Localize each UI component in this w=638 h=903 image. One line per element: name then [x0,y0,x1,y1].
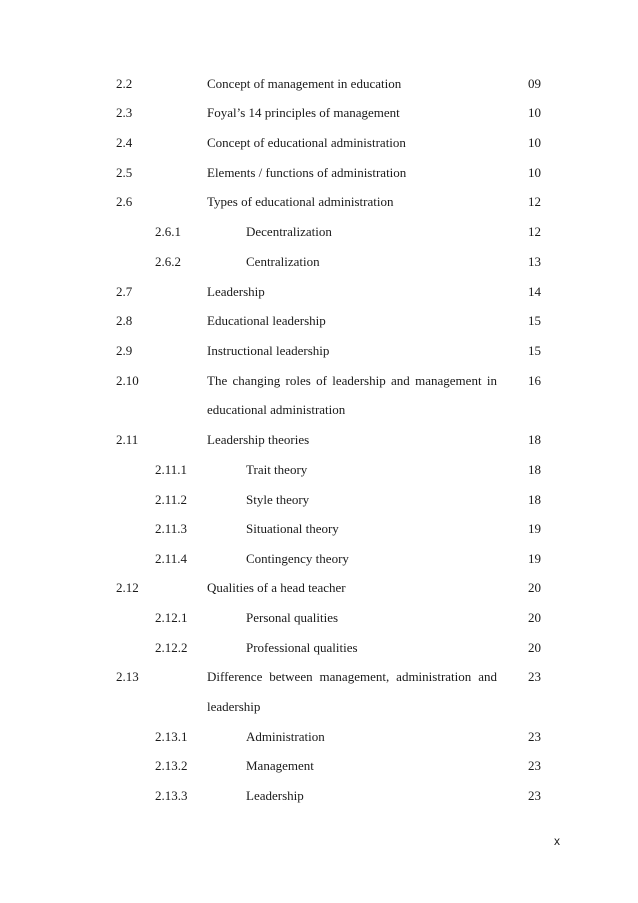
page-reference: 19 [528,551,541,566]
section-number: 2.12.2 [155,640,188,655]
section-title: Types of educational administration [207,194,394,209]
page-reference: 23 [528,669,541,684]
page-reference: 15 [528,343,541,358]
section-number: 2.4 [116,135,133,150]
section-number: 2.3 [116,105,133,120]
page-reference: 14 [528,284,541,299]
toc-subentry [0,461,638,479]
section-title-continuation: educational administration [207,402,346,417]
section-number: 2.6.2 [155,254,181,269]
toc-entry [0,134,638,152]
section-title: Leadership [207,284,265,299]
section-title: Personal qualities [246,610,339,625]
section-title: Educational leadership [207,313,326,328]
section-number: 2.6.1 [155,224,181,239]
section-number: 2.12.1 [155,610,188,625]
page-reference: 10 [528,105,541,120]
section-title: Decentralization [246,224,332,239]
page-reference: 18 [528,432,541,447]
toc-entry-continuation [0,698,638,716]
section-number: 2.11.1 [155,462,188,477]
page-reference: 13 [528,254,541,269]
section-number: 2.13 [116,669,139,684]
section-number: 2.8 [116,313,133,328]
page-reference: 12 [528,224,541,239]
toc-entry [0,283,638,301]
section-number: 2.6 [116,194,133,209]
section-number: 2.11.2 [155,492,188,507]
page-reference: 23 [528,729,541,744]
toc-subentry [0,609,638,627]
section-title-continuation: leadership [207,699,261,714]
toc-subentry [0,787,638,805]
section-title: The changing roles of leadership and management in [207,373,497,388]
toc-entry-continuation [0,401,638,419]
section-title: Administration [246,729,325,744]
section-title: Difference between management, administration and [207,669,497,684]
page-reference: 18 [528,462,541,477]
section-title: Trait theory [246,462,308,477]
page-number: x [554,834,560,848]
section-number: 2.11.3 [155,521,188,536]
section-title: Foyal’s 14 principles of management [207,105,400,120]
section-number: 2.10 [116,373,139,388]
section-number: 2.12 [116,580,139,595]
toc-entry [0,342,638,360]
page-reference: 23 [528,788,541,803]
toc-subentry [0,491,638,509]
section-number: 2.13.2 [155,758,188,773]
toc-subentry [0,639,638,657]
toc-entry [0,75,638,93]
section-number: 2.13.3 [155,788,188,803]
section-title: Contingency theory [246,551,349,566]
section-title: Situational theory [246,521,339,536]
section-title: Concept of management in education [207,76,402,91]
section-number: 2.2 [116,76,133,91]
toc-entry [0,104,638,122]
section-title: Management [246,758,314,773]
page-reference: 23 [528,758,541,773]
section-number: 2.7 [116,284,133,299]
page-reference: 19 [528,521,541,536]
page-reference: 20 [528,610,541,625]
section-title: Leadership theories [207,432,310,447]
section-title: Concept of educational administration [207,135,406,150]
section-number: 2.11 [116,432,139,447]
toc-subentry [0,550,638,568]
section-title: Centralization [246,254,320,269]
page-reference: 15 [528,313,541,328]
toc-entry [0,164,638,182]
toc-entry [0,579,638,597]
toc-subentry [0,253,638,271]
section-title: Professional qualities [246,640,358,655]
section-title: Style theory [246,492,310,507]
section-number: 2.13.1 [155,729,188,744]
toc-subentry [0,223,638,241]
section-number: 2.9 [116,343,133,358]
section-number: 2.5 [116,165,133,180]
page-reference: 10 [528,135,541,150]
toc-subentry [0,757,638,775]
page-reference: 18 [528,492,541,507]
section-title: Leadership [246,788,304,803]
toc-subentry [0,520,638,538]
page-reference: 20 [528,640,541,655]
page-reference: 10 [528,165,541,180]
page-reference: 12 [528,194,541,209]
section-title: Elements / functions of administration [207,165,407,180]
section-number: 2.11.4 [155,551,188,566]
toc-subentry [0,728,638,746]
toc-entry [0,193,638,211]
toc-entry [0,431,638,449]
section-title: Instructional leadership [207,343,330,358]
page-reference: 20 [528,580,541,595]
toc-entry [0,312,638,330]
page-reference: 09 [528,76,541,91]
toc-entry [0,372,638,390]
toc-entry [0,668,638,686]
page-reference: 16 [528,373,541,388]
section-title: Qualities of a head teacher [207,580,346,595]
